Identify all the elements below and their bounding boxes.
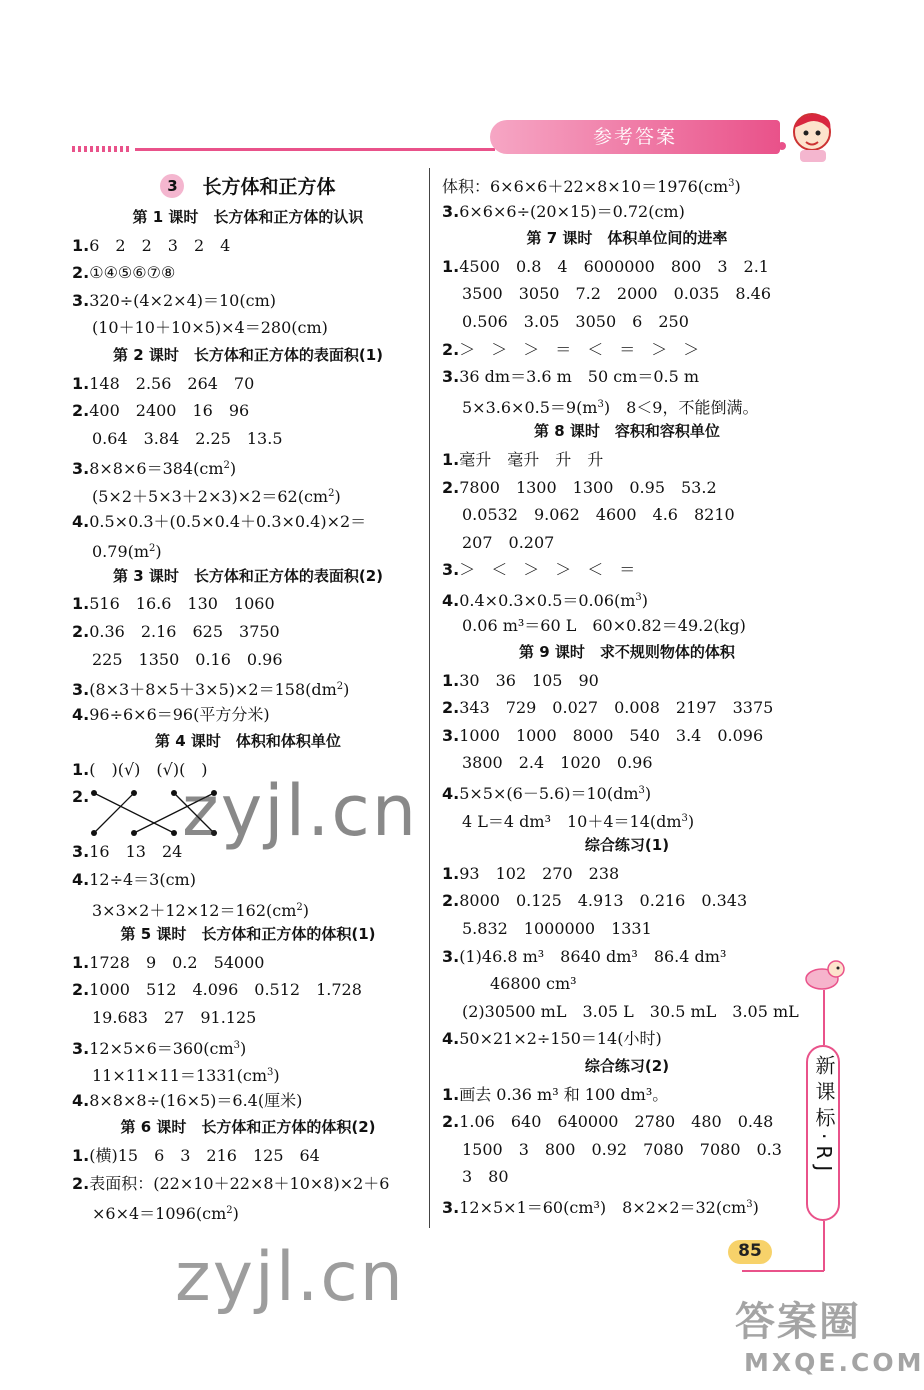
answer-text: 400 2400 16 96 [89,401,250,421]
answer-line [442,336,812,364]
side-base-line [742,1270,824,1272]
answer-text: 3800 2.4 1020 0.96 [462,753,653,773]
answer-text: 1500 3 800 0.92 7080 7080 0.3 [462,1139,782,1159]
question-number: 1. [442,1084,460,1104]
answer-line [442,1108,812,1136]
question-number: 1. [442,670,460,690]
lesson-heading: 第 9 课时 求不规则物体的体积 [519,643,735,662]
answer-text: 12×5×1＝60(cm³) 8×2×2＝32(cm [459,1197,747,1217]
answer-line [72,976,424,1004]
answer-line [442,722,812,750]
lesson-heading: 第 1 课时 长方体和正方体的认识 [132,208,364,226]
answer-line [72,259,424,287]
answer-line [72,287,424,315]
answer-continuation [72,894,424,922]
question-number: 2. [442,698,460,718]
matching-dot [171,830,177,836]
matching-link [94,793,134,833]
answer-text: 0.4×0.3×0.5＝0.06(m [459,590,636,610]
answer-text: 207 0.207 [462,532,555,552]
answer-continuation [442,915,812,943]
answer-continuation [442,501,812,529]
answer-text: 7800 1300 1300 0.95 53.2 [459,477,717,497]
answer-continuation [442,998,812,1026]
right-column [442,170,812,1219]
question-number: 1. [442,863,460,883]
watermark-bottom: zyjl.cn [175,1238,405,1317]
question-number: 1. [72,952,90,972]
unit-exponent: 3 [638,785,645,797]
lesson-heading: 第 7 课时 体积单位间的进率 [526,229,728,248]
lesson-heading: 综合练习(1) [584,836,670,855]
answer-continuation [72,1004,424,1032]
answer-tail: ) 8＜9，不能倒满。 [603,397,759,417]
question-number: 4. [72,1090,90,1110]
question-number: 3. [442,946,460,966]
answer-text: 320÷(4×2×4)＝10(cm) [89,290,276,310]
answer-line [72,673,424,701]
answer-text: 11×11×11＝1331(cm [92,1066,267,1086]
answer-text: 343 729 0.027 0.008 2197 3375 [459,698,774,718]
answer-line [442,446,812,474]
question-number: 3. [442,1197,460,1217]
answer-line [72,590,424,618]
watermark-corner-top: 答案圈 [735,1299,861,1345]
left-column [72,170,424,1225]
answer-tail: ) [644,784,652,804]
question-number: 2. [442,477,460,497]
lesson-heading: 第 4 课时 体积和体积单位 [155,732,341,751]
answer-text: 画去 0.36 m³ 和 100 dm³。 [459,1084,669,1104]
answer-line [442,474,812,502]
section-title-text: 长方体和正方体 [202,176,336,198]
answer-text: 19.683 27 91.125 [92,1008,257,1028]
answer-text: 6×6×6÷(20×15)＝0.72(cm) [459,201,685,221]
unit-exponent: 2 [328,487,335,499]
answer-text: 5×3.6×0.5＝9(m [462,397,598,417]
answer-line [72,1142,424,1170]
answer-line [72,618,424,646]
answer-tail: ) [240,1038,247,1058]
answer-tail: ) [334,486,341,506]
question-number: 1. [72,759,90,779]
question-number: 1. [72,1146,90,1165]
answer-tail: ) [734,177,741,196]
answer-text: ＞ ＜ ＞ ＞ ＜ ＝ [459,560,636,580]
answer-line [442,667,812,695]
question-number: 1. [442,449,460,469]
question-number: 2. [72,621,90,641]
answer-text: (横)15 6 3 216 125 64 [89,1146,320,1165]
snail-icon [800,955,848,993]
answer-text: 8000 0.125 4.913 0.216 0.343 [459,891,748,911]
answer-text: ( )(√) (√)( ) [89,759,208,779]
header-rule [135,148,495,151]
lesson-heading: 第 5 课时 长方体和正方体的体积(1) [120,925,376,944]
question-number: 2. [442,339,460,359]
answer-line [442,1191,812,1219]
matching-dot [131,830,137,836]
answer-line [442,584,812,612]
question-number: 2. [72,1173,90,1193]
answer-continuation [442,170,812,198]
answer-text: 3 80 [462,1167,509,1187]
answer-tail: ) [641,590,649,610]
answer-continuation [442,612,812,640]
answer-text: 5.832 1000000 1331 [462,919,652,939]
answer-line [72,1170,424,1198]
answer-text: 0.506 3.05 3050 6 250 [462,311,689,331]
unit-exponent: 3 [728,178,735,189]
question-number: 3. [442,367,460,387]
side-line-top [823,990,825,1045]
answer-line [72,232,424,260]
question-number: 3. [72,842,90,862]
answer-text: ×6×4＝1096(cm [92,1204,227,1224]
section-title [72,170,424,204]
unit-exponent: 3 [635,591,642,603]
mascot-icon [772,106,842,166]
answer-text: 1728 9 0.2 54000 [89,952,265,972]
answer-text: 表面积：(22×10＋22×8＋10×8)×2＋6 [89,1173,390,1193]
answer-text: 516 16.6 130 1060 [89,594,275,614]
watermark-corner-bottom: MXQE.COM [744,1348,924,1377]
matching-link [94,793,174,833]
answer-text: 0.36 2.16 625 3750 [89,621,280,641]
answer-text: 93 102 270 238 [459,863,620,883]
answer-line [72,701,424,729]
question-number: 4. [72,511,90,531]
answer-continuation [72,314,424,342]
answer-text: (5×2＋5×3＋2×3)×2＝62(cm [92,486,329,506]
answer-line [442,198,812,226]
question-number: 1. [72,235,90,255]
side-tab-label: 新课标·RJ [812,1055,836,1178]
question-number: 3. [72,680,90,700]
unit-exponent: 2 [296,901,303,913]
answer-continuation [72,425,424,453]
answer-text: (2)30500 mL 3.05 L 30.5 mL 3.05 mL [462,1001,799,1021]
answer-tail: ) [687,811,695,831]
question-number: 3. [442,560,460,580]
answer-text: 30 36 105 90 [459,670,599,690]
matching-dot [91,790,97,796]
answer-text: (8×3＋8×5＋3×5)×2＝158(dm [89,680,337,700]
answer-tail: ) [155,542,162,562]
question-number: 4. [72,704,90,724]
answer-text: 1000 1000 8000 540 3.4 0.096 [459,725,764,745]
lesson-heading: 第 6 课时 长方体和正方体的体积(2) [120,1118,376,1137]
answer-line [72,397,424,425]
answer-text: ＞ ＞ ＞ ＝ ＜ ＝ ＞ ＞ [459,339,700,359]
answer-text: ①④⑤⑥⑦⑧ [89,263,176,283]
answer-text: 4500 0.8 4 6000000 800 3 2.1 [459,256,769,276]
answer-text: 0.64 3.84 2.25 13.5 [92,428,283,448]
header-dash-decoration [72,146,132,152]
question-number: 4. [442,590,460,610]
question-number: 2. [72,401,90,421]
answer-text: 12÷4＝3(cm) [89,870,196,890]
unit-exponent: 2 [226,1205,233,1217]
answer-text: 148 2.56 264 70 [89,373,255,393]
answer-continuation [72,1197,424,1225]
answer-text: 8×8×6＝384(cm [89,459,224,479]
question-number: 2. [72,787,90,807]
answer-text: 12×5×6＝360(cm [89,1038,234,1058]
watermark-center: zyjl.cn [182,770,419,852]
answer-text: 3×3×2＋12×12＝162(cm [92,900,297,920]
question-number: 4. [442,784,460,804]
answer-line [72,949,424,977]
question-number: 3. [442,201,460,221]
answer-text: 体积：6×6×6＋22×8×10＝1976(cm [442,177,729,196]
answer-line [442,694,812,722]
question-number: 2. [72,263,90,283]
question-number: 2. [442,1112,460,1132]
section-badge: 3 [160,174,184,198]
unit-exponent: 3 [597,398,604,410]
answer-text: 0.06 m³＝60 L 60×0.82＝49.2(kg) [462,615,746,635]
answer-line [442,253,812,281]
answer-text: (10＋10＋10×5)×4＝280(cm) [92,318,328,338]
question-number: 1. [72,373,90,393]
answer-tail: ) [302,900,310,920]
question-number: 3. [72,290,90,310]
question-number: 2. [72,980,90,1000]
page-number: 85 [738,1241,762,1261]
answer-continuation [72,1059,424,1087]
answer-continuation [442,749,812,777]
lesson-heading: 第 3 课时 长方体和正方体的表面积(2) [112,566,384,585]
answer-line [442,860,812,888]
answer-line [442,1081,812,1109]
unit-exponent: 3 [267,1067,274,1079]
answer-text: 8×8×8÷(16×5)＝6.4(厘米) [89,1090,303,1110]
answer-text: 1000 512 4.096 0.512 1.728 [89,980,362,1000]
header-tab: 参考答案 [490,120,780,154]
answer-continuation [442,970,812,998]
answer-text: 5×5×(6－5.6)＝10(dm [459,784,639,804]
unit-exponent: 2 [223,460,230,472]
answer-continuation [72,535,424,563]
answer-tail: ) [752,1197,759,1217]
answer-tail: ) [273,1066,280,1086]
lesson-heading: 第 2 课时 长方体和正方体的表面积(1) [112,345,384,364]
answer-continuation [442,308,812,336]
answer-tail: ) [229,459,237,479]
answer-text: 46800 cm³ [490,974,577,994]
answer-continuation [442,1163,812,1191]
answer-continuation [72,480,424,508]
answer-tail: ) [343,680,350,700]
unit-exponent: 2 [336,681,344,693]
answer-line [442,556,812,584]
answer-line [442,363,812,391]
unit-exponent: 2 [149,543,156,555]
question-number: 3. [72,1038,90,1058]
column-divider [429,168,430,1228]
question-number: 2. [442,891,460,911]
lesson-heading: 综合练习(2) [584,1057,670,1075]
answer-line [72,866,424,894]
answer-text: 16 13 24 [89,842,183,862]
answer-continuation [442,529,812,557]
lesson-heading: 第 8 课时 容积和容积单位 [534,422,720,441]
answer-text: 0.5×0.3＋(0.5×0.4＋0.3×0.4)×2＝ [89,511,367,531]
answer-continuation [442,391,812,419]
question-number: 3. [442,725,460,745]
unit-exponent: 3 [681,812,688,824]
side-tab [806,1045,840,1221]
answer-line [72,508,424,536]
answer-line [442,887,812,915]
question-number: 4. [442,1029,460,1049]
answer-line [442,1025,812,1053]
answer-continuation [72,646,424,674]
unit-exponent: 3 [746,1198,753,1210]
answer-text: 0.0532 9.062 4600 4.6 8210 [462,505,735,525]
answer-tail: ) [232,1204,239,1224]
question-number: 1. [72,594,90,614]
answer-line [72,452,424,480]
answer-text: 4 L＝4 dm³ 10＋4＝14(dm [462,811,682,831]
answer-text: 96÷6×6＝96(平方分米) [89,704,270,724]
answer-text: 6 2 2 3 2 4 [89,235,231,255]
answer-line [442,777,812,805]
question-number: 1. [442,256,460,276]
answer-text: 毫升 毫升 升 升 [459,449,604,469]
question-number: 4. [72,870,90,890]
answer-line [442,943,812,971]
answer-text: 50×21×2÷150＝14(小时) [459,1029,662,1049]
unit-exponent: 3 [233,1039,241,1051]
matching-dot [171,790,177,796]
side-line-bottom [823,1221,825,1271]
answer-text: 0.79(m [92,542,150,562]
answer-line [72,1032,424,1060]
answer-text: 36 dm＝3.6 m 50 cm＝0.5 m [459,367,700,387]
matching-dot [91,830,97,836]
matching-dot [131,790,137,796]
answer-text: 1.06 640 640000 2780 480 0.48 [459,1112,774,1132]
answer-continuation [442,805,812,833]
answer-continuation [442,1136,812,1164]
answer-text: (1)46.8 m³ 8640 dm³ 86.4 dm³ [459,946,727,966]
answer-line [72,370,424,398]
answer-continuation [442,280,812,308]
answer-text: 3500 3050 7.2 2000 0.035 8.46 [462,284,772,304]
question-number: 3. [72,459,90,479]
answer-line [72,1087,424,1115]
answer-text: 225 1350 0.16 0.96 [92,649,283,669]
